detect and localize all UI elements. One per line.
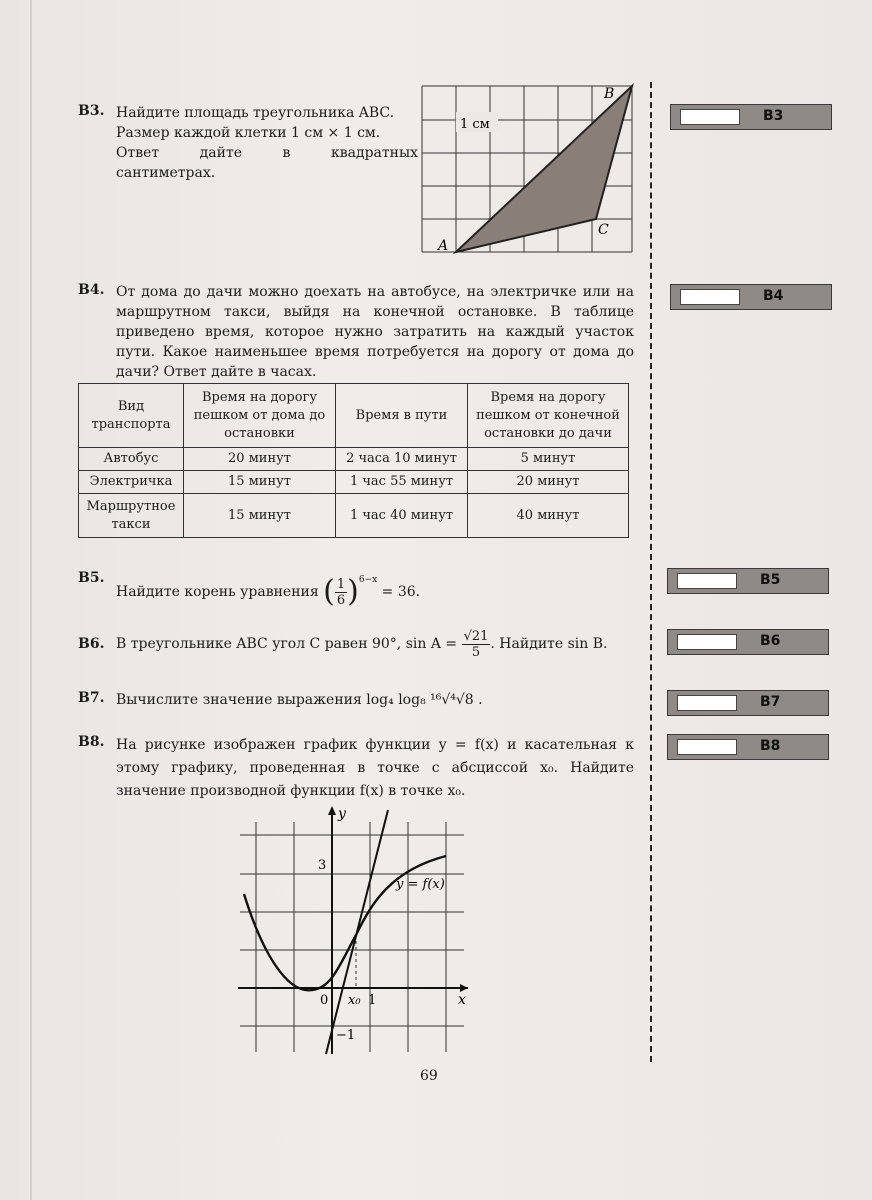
b4-table — [78, 383, 629, 538]
b8-tick-y3: 3 — [318, 858, 327, 873]
answer-label-b5: B5 — [760, 572, 781, 588]
table-cell: 15 минут — [184, 494, 336, 538]
answer-field-b4[interactable] — [680, 289, 740, 305]
b3-line-2: Размер каждой клетки 1 см × 1 см. — [116, 125, 381, 141]
page-edge — [30, 0, 32, 1200]
b8-tangent-line — [326, 810, 388, 1054]
b6-numerator: √21 — [463, 628, 489, 644]
b7-expression: log₄ log₈ ¹⁶√⁴√8 . — [366, 692, 483, 708]
b5-denominator: 6 — [336, 592, 346, 608]
b8-x0-label: x₀ — [348, 993, 361, 1008]
page-number: 69 — [420, 1068, 438, 1084]
b4-header-transport: Вид транспорта — [79, 384, 184, 448]
b4-header-walk-from: Время на дорогу пешком от конечной остановки до дачи — [468, 384, 629, 448]
b8-y-arrow — [328, 806, 336, 815]
table-row — [79, 448, 629, 471]
b8-label: B8. — [78, 734, 105, 750]
answer-label-b8: B8 — [760, 738, 781, 754]
b3-line-3: Ответ дайте в квадратных — [116, 145, 418, 161]
b8-tick-x1: 1 — [368, 993, 377, 1008]
answer-box-b7 — [667, 690, 829, 716]
b5-rhs: = 36. — [381, 584, 421, 600]
b5-paren-close: ) — [347, 574, 359, 609]
answer-box-b6 — [667, 629, 829, 655]
b5-paren-open: ( — [323, 574, 335, 609]
b6-prompt: В треугольнике ABC угол C равен 90°, sin A = — [116, 636, 458, 652]
b7-text — [116, 690, 483, 710]
b5-numerator: 1 — [336, 576, 346, 592]
b8-origin-label: 0 — [320, 993, 329, 1008]
b6-denominator: 5 — [471, 644, 481, 660]
b8-graph — [232, 802, 478, 1060]
b7-label: B7. — [78, 690, 105, 706]
b8-function-label: y = f(x) — [396, 877, 445, 892]
table-cell: 1 час 40 минут — [336, 494, 468, 538]
answer-field-b7[interactable] — [677, 695, 737, 711]
b8-x-label: x — [458, 992, 466, 1008]
b3-label: B3. — [78, 103, 105, 119]
table-cell: 20 минут — [468, 471, 629, 494]
b4-label: B4. — [78, 282, 105, 298]
b5-text — [116, 562, 420, 610]
table-cell: 40 минут — [468, 494, 629, 538]
cut-line — [650, 82, 652, 1062]
b8-grid — [240, 822, 464, 1052]
answer-box-b3 — [670, 104, 832, 130]
answer-box-b5 — [667, 568, 829, 594]
b6-label: B6. — [78, 636, 105, 652]
table-cell: Маршрутное такси — [79, 494, 184, 538]
table-cell: 5 минут — [468, 448, 629, 471]
answer-label-b4: B4 — [763, 288, 784, 304]
b3-vertex-c: C — [598, 222, 609, 238]
b3-cell-label: 1 см — [460, 117, 490, 132]
table-cell: Электричка — [79, 471, 184, 494]
answer-field-b6[interactable] — [677, 634, 737, 650]
b5-prompt: Найдите корень уравнения — [116, 584, 319, 600]
b3-text — [116, 103, 418, 183]
b8-x-arrow — [460, 984, 468, 992]
answer-label-b3: B3 — [763, 108, 784, 124]
table-row — [79, 494, 629, 538]
b6-fraction — [462, 629, 491, 660]
table-cell: 2 часа 10 минут — [336, 448, 468, 471]
b5-label: B5. — [78, 570, 105, 586]
b6-tail: . Найдите sin B. — [490, 636, 608, 652]
b7-prompt: Вычислите значение выражения — [116, 692, 362, 708]
answer-field-b8[interactable] — [677, 739, 737, 755]
table-row — [79, 471, 629, 494]
b4-header-travel: Время в пути — [336, 384, 468, 448]
table-cell: 20 минут — [184, 448, 336, 471]
b5-exponent: 6−x — [358, 575, 378, 585]
answer-box-b4 — [670, 284, 832, 310]
b8-y-label: y — [338, 806, 346, 822]
b4-header-walk-to: Время на дорогу пешком от дома до остановки — [184, 384, 336, 448]
answer-label-b7: B7 — [760, 694, 781, 710]
b8-text: На рисунке изображен график функции y = f(x) и касательная к этому графику, проведенная в точке с абсциссой x₀. Найдите значение производной функции f(x) в точке x₀. — [116, 737, 634, 799]
answer-field-b5[interactable] — [677, 573, 737, 589]
b3-vertex-a: A — [438, 238, 449, 254]
b3-vertex-b: B — [604, 86, 615, 102]
table-cell: Автобус — [79, 448, 184, 471]
answer-box-b8 — [667, 734, 829, 760]
answer-label-b6: B6 — [760, 633, 781, 649]
answer-field-b3[interactable] — [680, 109, 740, 125]
b3-triangle-figure — [418, 82, 640, 260]
table-cell: 1 час 55 минут — [336, 471, 468, 494]
b8-tick-ym1: −1 — [336, 1028, 356, 1043]
b3-line-4: сантиметрах. — [116, 165, 216, 181]
b5-fraction — [335, 577, 347, 608]
table-cell: 15 минут — [184, 471, 336, 494]
b4-text: От дома до дачи можно доехать на автобусе, на электричке или на маршрутном такси, выйдя на конечной остановке. В таблице приведено время, которое нужно затратить на каждый участок пути. Какое наименьшее время потребуется на дорогу от дома до дачи? Ответ дайте в часах. — [116, 284, 634, 380]
b6-text — [116, 624, 608, 664]
b3-line-1: Найдите площадь треугольника ABC. — [116, 105, 395, 121]
